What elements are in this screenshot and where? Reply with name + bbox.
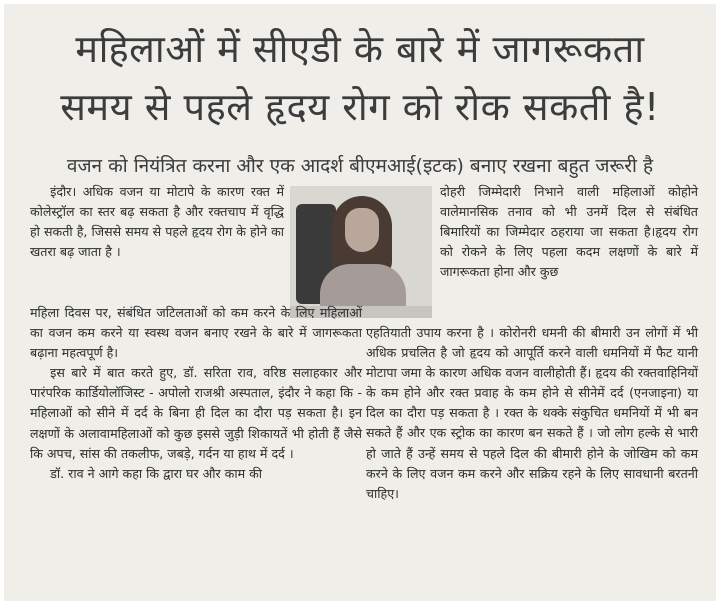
photo-face (345, 208, 379, 252)
paragraph-coronary: एहतियाती उपाय करना है । कोरोनरी धमनी की बीमारी उन लोगों में भी अधिक प्रचलित है जो हृदय को आपूर्ति करने वाली धमनियों में फैट यानी मोटापा जमा के कारण अधिक वजन वालीहोती हैं। हृदय की रक्तवाहिनियों के कम होने और रक्त प्रवाह के कम होने से सीनेमें दर्द (एनजाइना) या दिल का दौरा पड़ सकता है । रक्त के थक्के संकुचित धमनियों में भी बन सकते हैं और एक स्ट्रोक का कारण बन सकते हैं । जो लोग हल्के से भारी हो जाते हैं उन्हें समय से पहले दिल की बीमारी होने के जोखिम को कम करने के लिए वजन कम करने और सक्रिय रहने के लिए सावधानी बरतनी चाहिए। (366, 325, 698, 501)
paragraph-womens-day: महिला दिवस पर, संबंधित जटिलताओं को कम करने के लिए महिलाओं का वजन कम करने या स्वस्थ वजन बनाए रखने के बारे में जागरूकता बढ़ाना महत्वपूर्ण है। (30, 305, 362, 361)
paragraph-doctor-quote: इस बारे में बात करते हुए, डॉ. सरिता राव, वरिष्ठ सलाहकार और पारंपरिक कार्डियोलॉजिस्ट - अपोलो राजश्री अस्पताल, इंदौर ने कहा कि - महिलाओं को सीने में दर्द के बिना ही दिल का दौरा पड़ सकता है। इन लक्षणों के अलावामहिलाओं को कुछ इससे जुड़ी शिकायतें भी होती हैं जैसे कि अपच, सांस की तकलीफ, जबड़े, गर्दन या हाथ में दर्द । (30, 365, 362, 461)
column-2-bottom (366, 323, 698, 504)
column-1-top (30, 182, 284, 262)
newspaper-clipping (4, 4, 716, 601)
headline-line-2: समय से पहले हृदय रोग को रोक सकती है! (60, 85, 660, 129)
subheadline: वजन को नियंत्रित करना और एक आदर्श बीएमआई(इटक) बनाए रखना बहुत जरूरी है (66, 155, 654, 177)
paragraph-doctor-continued: डॉ. राव ने आगे कहा कि द्वारा घर और काम की (50, 465, 263, 481)
paragraph-dateline: इंदौर। अधिक वजन या मोटापे के कारण रक्त में कोलेस्ट्रॉल का स्तर बढ़ सकता है और रक्तचाप में वृद्धि हो सकती है, जिससे समय से पहले हृदय रोग के होने का खतरा बढ़ जाता है । (30, 184, 284, 260)
woman-portrait-photo (290, 186, 432, 318)
column-2-top (440, 182, 698, 282)
paragraph-dual-responsibility: दोहरी जिम्मेदारी निभाने वाली महिलाओं कोहोने वालेमानसिक तनाव को भी उनमें दिल से संबंधित बिमारियों का जिम्मेदार ठहराया जा सकता है।हृदय रोग को रोकने के लिए पहला कदम लक्षणों के बारे में जागरूकता होना और कुछ (440, 184, 698, 280)
headline-line-1: महिलाओं में सीएडी के बारे में जागरूकता (75, 27, 645, 71)
column-1-bottom (30, 303, 362, 484)
